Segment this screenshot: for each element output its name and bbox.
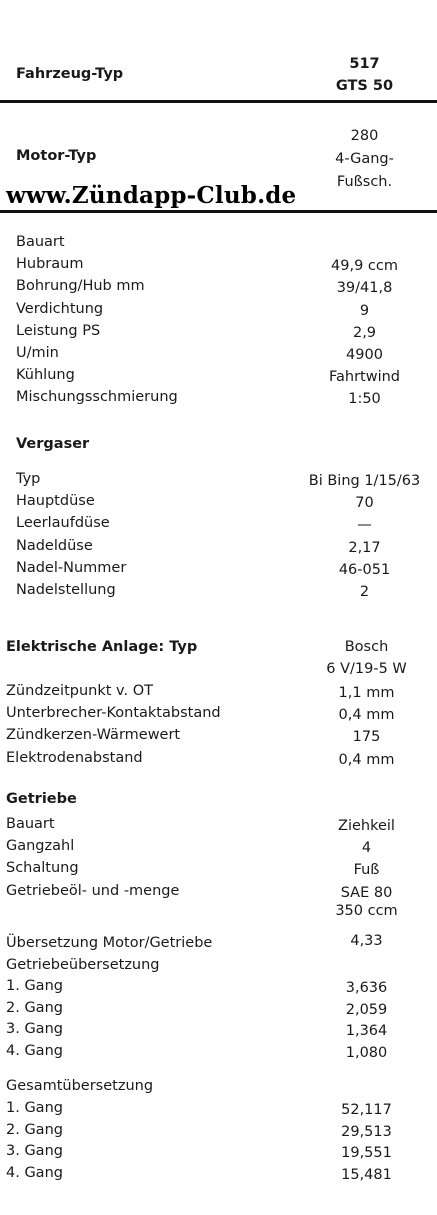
engine-spec-value: 9 bbox=[359, 302, 370, 319]
top-divider bbox=[0, 100, 437, 103]
engine-spec-value: 2,9 bbox=[352, 324, 377, 341]
carburetor-spec-value: — bbox=[357, 517, 372, 534]
engine-spec-value: 49,9 ccm bbox=[331, 258, 398, 275]
total-ratio-value: 29,513 bbox=[341, 1123, 392, 1140]
vehicle-type-model: 517 bbox=[349, 56, 380, 72]
engine-spec-label: Verdichtung bbox=[16, 300, 104, 317]
carburetor-spec-value: Bi Bing 1/15/63 bbox=[308, 473, 421, 489]
engine-spec-value: 1:50 bbox=[348, 391, 381, 408]
gearbox-ratio-label: 4. Gang bbox=[6, 1042, 63, 1059]
carburetor-spec-value: 46-051 bbox=[338, 561, 391, 578]
electrical-spec-label: Zündzeitpunkt v. OT bbox=[6, 683, 153, 699]
total-ratio-value: 15,481 bbox=[341, 1166, 392, 1183]
total-ratio-label: 2. Gang bbox=[6, 1121, 63, 1138]
engine-spec-label: Bohrung/Hub mm bbox=[16, 278, 145, 295]
vehicle-type-name: GTS 50 bbox=[335, 78, 394, 94]
electrical-spec-label: Unterbrecher-Kontaktabstand bbox=[6, 705, 221, 722]
gearbox-ratio-value: 1,364 bbox=[345, 1023, 388, 1039]
carburetor-spec-value: 70 bbox=[355, 495, 374, 512]
engine-spec-label: Hubraum bbox=[16, 256, 84, 273]
electrical-spec-label: Zündkerzen-Wärmewert bbox=[6, 727, 181, 744]
gearbox-ratio-value: 2,059 bbox=[345, 1001, 388, 1018]
engine-spec-label: Bauart bbox=[16, 234, 65, 250]
electrical-rating: 6 V/19-5 W bbox=[326, 661, 407, 677]
carburetor-spec-label: Nadelstellung bbox=[16, 582, 116, 598]
gearbox-spec-value: Fuß bbox=[353, 862, 380, 879]
engine-spec-label: Leistung PS bbox=[16, 322, 101, 339]
engine-spec-label: Mischungsschmierung bbox=[16, 389, 178, 406]
carburetor-spec-label: Hauptdüse bbox=[16, 493, 95, 510]
carburetor-spec-value: 2 bbox=[359, 584, 370, 600]
carburetor-spec-label: Nadel-Nummer bbox=[16, 559, 127, 576]
electrical-brand: Bosch bbox=[344, 639, 389, 655]
gearbox-spec-label: Bauart bbox=[6, 816, 55, 832]
electrical-spec-value: 0,4 mm bbox=[338, 751, 395, 768]
motor-type-label: Motor-Typ bbox=[16, 148, 97, 164]
total-ratio-value: 19,551 bbox=[341, 1145, 392, 1161]
motor-type-shift: Fußsch. bbox=[336, 174, 393, 190]
gearbox-ratio-label: Getriebeübersetzung bbox=[6, 957, 160, 973]
watermark: www.Zündapp-Club.de bbox=[6, 182, 297, 209]
electrical-spec-value: 175 bbox=[352, 729, 381, 746]
gearbox-ratio-label: 2. Gang bbox=[6, 999, 63, 1016]
carburetor-heading: Vergaser bbox=[16, 436, 90, 452]
gearbox-spec-label: Schaltung bbox=[6, 860, 79, 877]
electrical-spec-label: Elektrodenabstand bbox=[6, 749, 143, 766]
motor-gearbox-ratio-value: 4,33 bbox=[350, 933, 383, 949]
engine-spec-value: 4900 bbox=[346, 347, 383, 363]
gearbox-spec-value: Ziehkeil bbox=[338, 818, 395, 834]
motor-gearbox-ratio-label: Übersetzung Motor/Getriebe bbox=[6, 935, 213, 951]
gearbox-spec-label: Gangzahl bbox=[6, 838, 75, 855]
total-ratio-label: 3. Gang bbox=[6, 1143, 63, 1159]
carburetor-spec-value: 2,17 bbox=[348, 539, 381, 556]
gearbox-heading: Getriebe bbox=[6, 791, 77, 807]
total-ratio-label: 4. Gang bbox=[6, 1164, 63, 1181]
gearbox-spec-value: 4 bbox=[361, 840, 372, 857]
carburetor-spec-label: Nadeldüse bbox=[16, 537, 93, 554]
electrical-spec-value: 0,4 mm bbox=[338, 707, 395, 724]
electrical-spec-value: 1,1 mm bbox=[338, 685, 395, 701]
gearbox-ratio-value: 1,080 bbox=[345, 1044, 388, 1061]
vehicle-type-label: Fahrzeug-Typ bbox=[16, 66, 124, 82]
gearbox-ratio-value: 3,636 bbox=[345, 980, 388, 996]
engine-spec-label: Kühlung bbox=[16, 367, 75, 384]
gearbox-oil-amount: 350 ccm bbox=[335, 903, 398, 919]
total-ratio-value: 52,117 bbox=[341, 1102, 392, 1118]
engine-spec-label: U/min bbox=[16, 345, 59, 361]
total-ratio-label: Gesamtübersetzung bbox=[6, 1078, 154, 1094]
gearbox-ratio-label: 3. Gang bbox=[6, 1021, 63, 1037]
engine-spec-value: Fahrtwind bbox=[328, 369, 400, 386]
electrical-heading: Elektrische Anlage: Typ bbox=[6, 639, 198, 655]
gearbox-ratio-label: 1. Gang bbox=[6, 978, 63, 994]
total-ratio-label: 1. Gang bbox=[6, 1100, 63, 1116]
motor-type-number: 280 bbox=[350, 128, 379, 144]
carburetor-spec-label: Leerlaufdüse bbox=[16, 515, 110, 532]
gearbox-spec-value: SAE 80 bbox=[340, 884, 393, 901]
carburetor-spec-label: Typ bbox=[16, 471, 41, 487]
second-divider bbox=[0, 210, 437, 213]
gearbox-spec-label: Getriebeöl- und -menge bbox=[6, 882, 180, 899]
engine-spec-value: 39/41,8 bbox=[336, 280, 393, 297]
motor-type-gears: 4-Gang- bbox=[335, 151, 394, 167]
